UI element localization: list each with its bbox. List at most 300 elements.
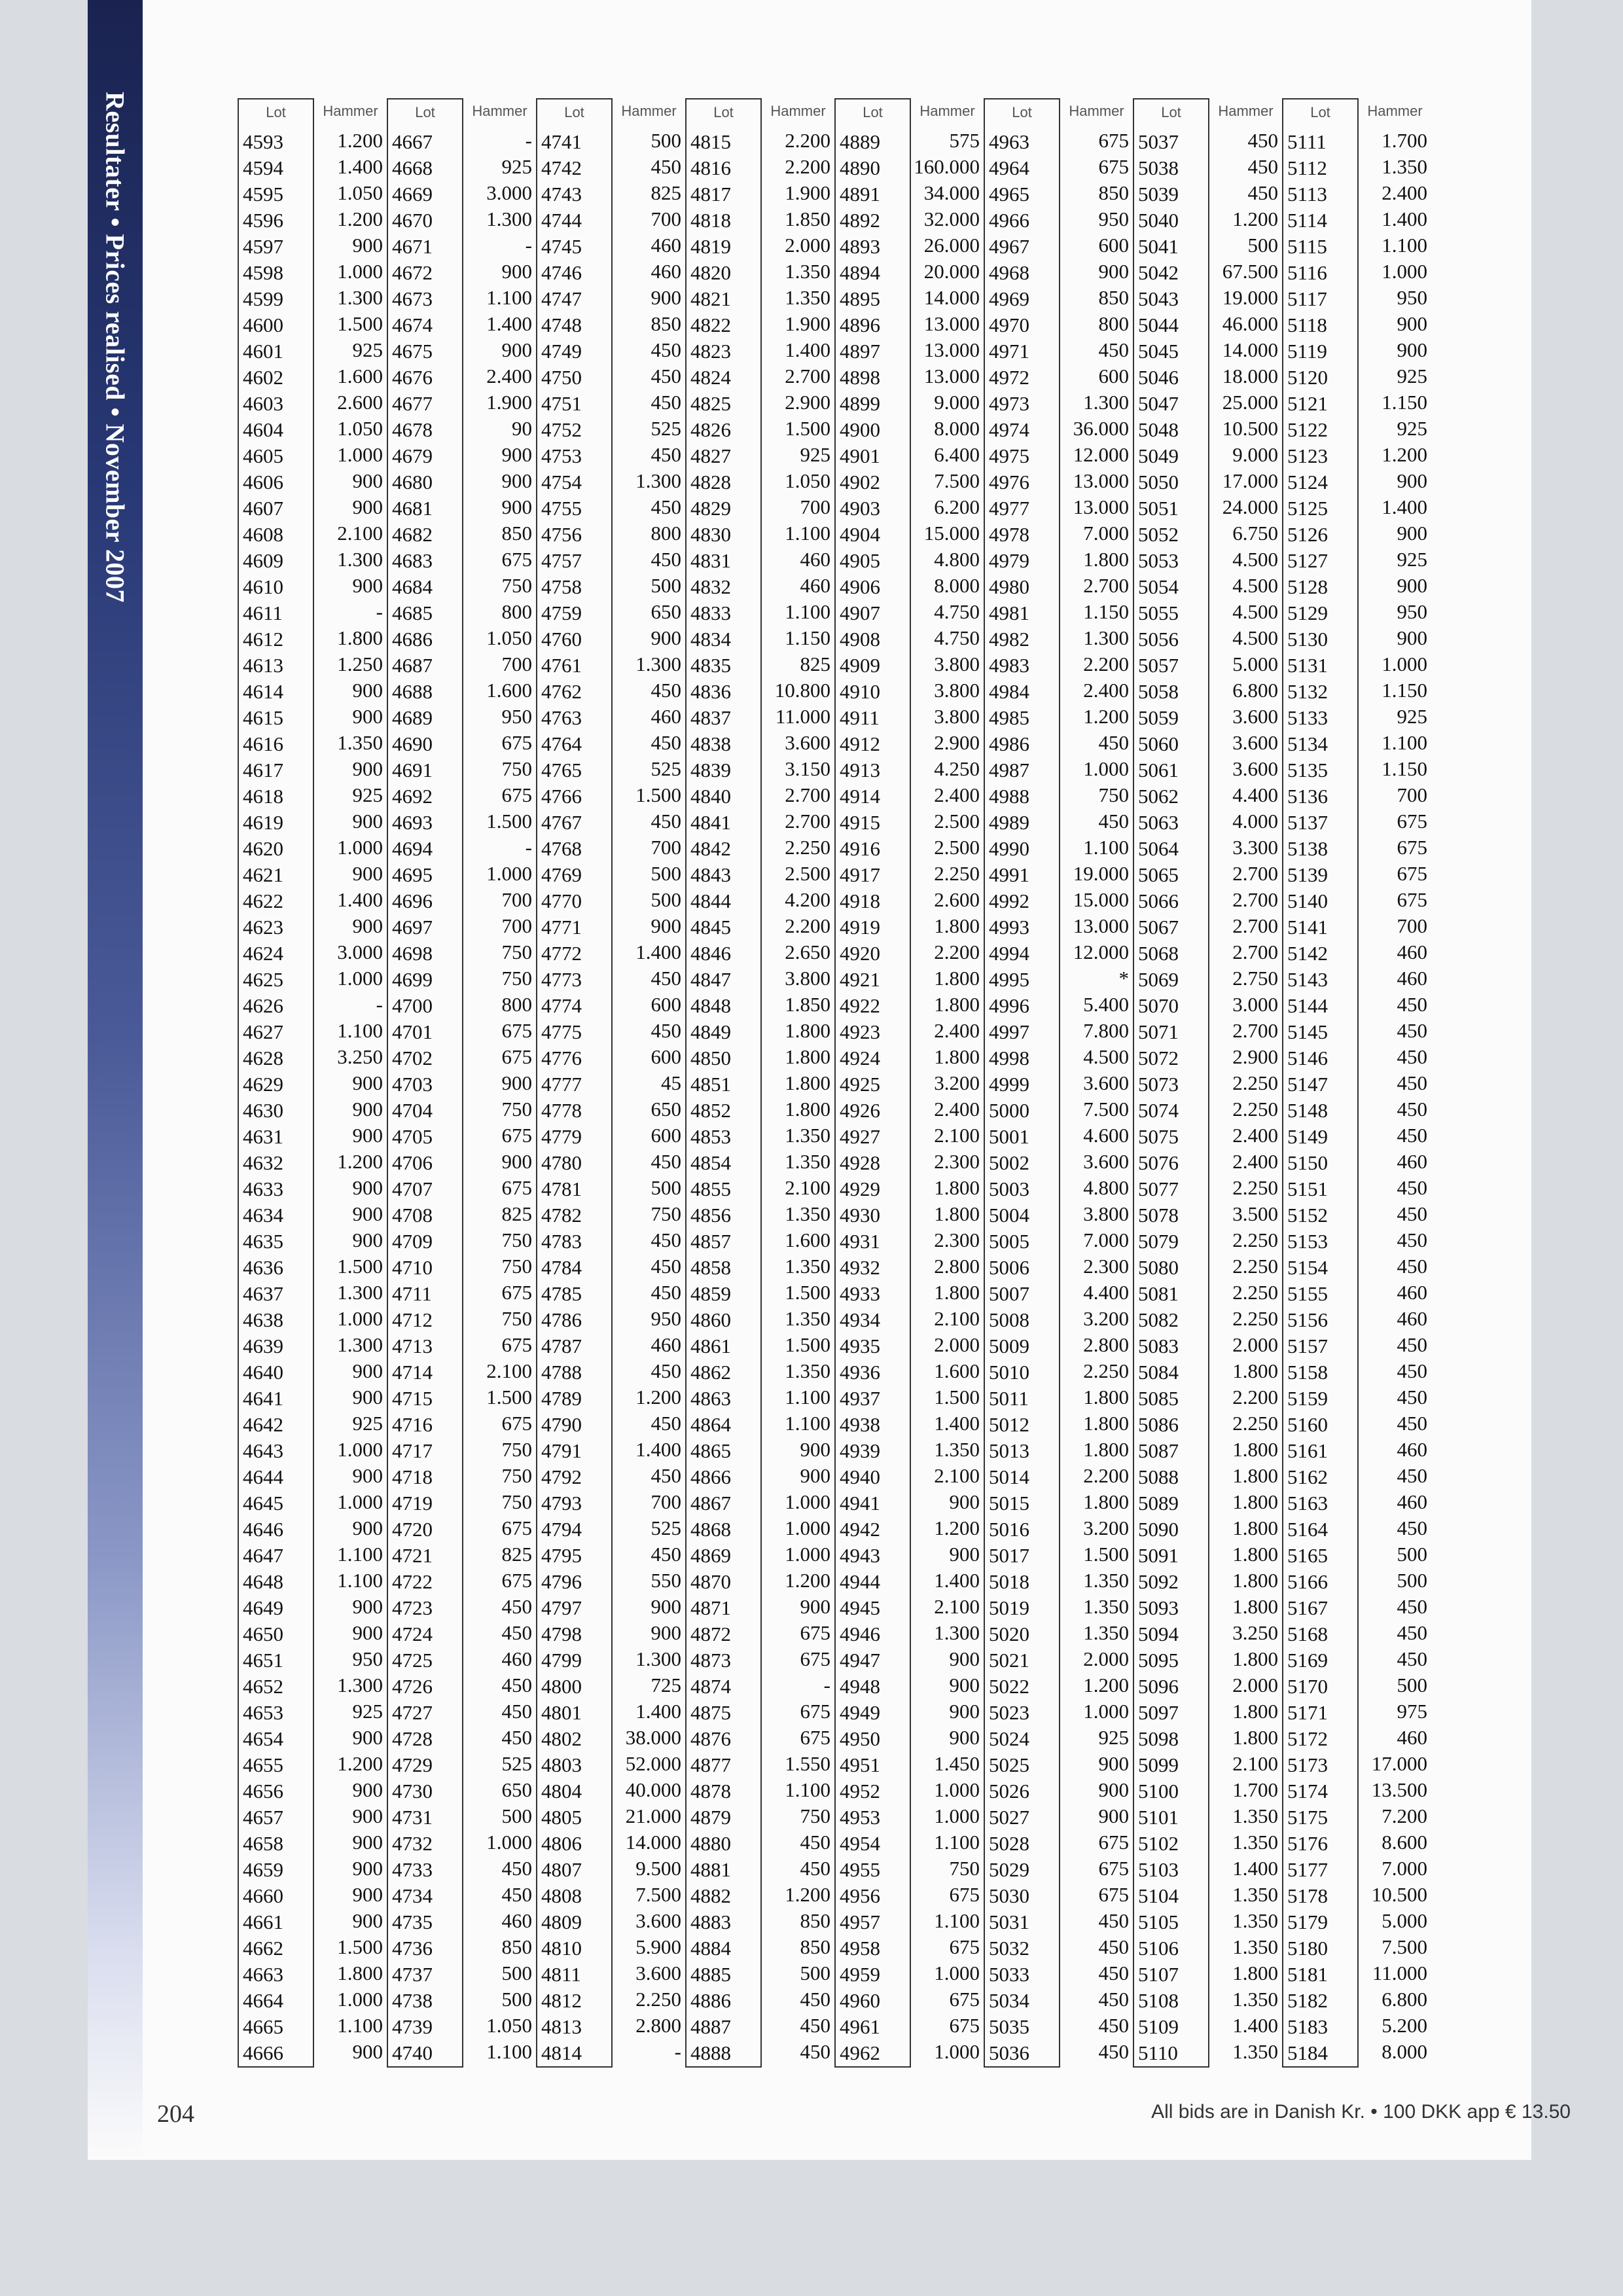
hammer-cell: 1.800	[1083, 1490, 1129, 1513]
hammer-cell: 675	[1098, 1831, 1129, 1854]
hammer-cell: 1.000	[934, 1804, 980, 1827]
lot-cell: 5018	[989, 1570, 1029, 1593]
lot-cell: 4875	[690, 1701, 731, 1724]
hammer-cell: 925	[800, 443, 830, 466]
hammer-cell: 2.400	[934, 1019, 980, 1042]
hammer-cell: 1.400	[934, 1569, 980, 1592]
hammer-cell: 1.800	[1232, 1359, 1278, 1382]
lot-column	[685, 98, 762, 2068]
lot-cell: 4919	[840, 916, 880, 939]
hammer-cell: 675	[501, 731, 532, 754]
lot-cell: 4887	[690, 2015, 731, 2038]
lot-cell: 4910	[840, 680, 880, 703]
lot-cell: 4992	[989, 889, 1029, 912]
hammer-cell: 450	[651, 443, 681, 466]
lot-cell: 4969	[989, 287, 1029, 310]
lot-cell: 5179	[1287, 1910, 1328, 1933]
lot-cell: 5143	[1287, 968, 1328, 991]
hammer-cell: 2.100	[337, 522, 383, 545]
hammer-cell: 1.100	[785, 522, 830, 545]
hammer-cell: 500	[651, 862, 681, 885]
lot-cell: 5083	[1138, 1335, 1179, 1357]
hammer-cell: 12.000	[1073, 941, 1129, 963]
lot-cell: 5025	[989, 1753, 1029, 1776]
lot-cell: 4821	[690, 287, 731, 310]
hammer-cell: 460	[1397, 1490, 1427, 1513]
hammer-cell: 900	[352, 679, 383, 702]
hammer-cell: 975	[1397, 1700, 1427, 1723]
lot-cell: 4886	[690, 1989, 731, 2012]
lot-cell: 4925	[840, 1073, 880, 1096]
lot-cell: 4791	[541, 1439, 582, 1462]
lot-cell: 5005	[989, 1230, 1029, 1253]
lot-cell: 4849	[690, 1020, 731, 1043]
hammer-cell: 675	[949, 1883, 980, 1906]
hammer-cell: 675	[800, 1647, 830, 1670]
lot-cell: 4950	[840, 1727, 880, 1750]
hammer-cell: 1.500	[486, 810, 532, 833]
hammer-cell: 11.000	[775, 705, 830, 728]
hammer-cell: 675	[501, 1124, 532, 1147]
lot-cell: 4596	[243, 209, 283, 232]
lot-cell: 5136	[1287, 785, 1328, 808]
hammer-cell: 21.000	[625, 1804, 681, 1827]
hammer-cell: 850	[800, 1935, 830, 1958]
hammer-cell: 450	[1397, 1333, 1427, 1356]
hammer-cell: 900	[1397, 469, 1427, 492]
hammer-cell: 1.800	[1232, 1647, 1278, 1670]
lot-cell: 5043	[1138, 287, 1179, 310]
hammer-header: Hammer	[472, 103, 527, 119]
lot-cell: 4614	[243, 680, 283, 703]
lot-cell: 4799	[541, 1649, 582, 1672]
hammer-cell: 2.750	[1232, 967, 1278, 990]
hammer-cell: 900	[352, 1516, 383, 1539]
hammer-cell: 2.000	[1232, 1674, 1278, 1696]
lot-cell: 4990	[989, 837, 1029, 860]
lot-cell: 4753	[541, 444, 582, 467]
lot-cell: 4731	[392, 1806, 433, 1829]
hammer-cell: 525	[651, 417, 681, 440]
lot-cell: 4944	[840, 1570, 880, 1593]
lot-cell: 4621	[243, 863, 283, 886]
lot-cell: 4982	[989, 628, 1029, 651]
hammer-cell: 2.100	[1232, 1752, 1278, 1775]
lot-cell: 4958	[840, 1937, 880, 1960]
hammer-cell: 450	[651, 967, 681, 990]
hammer-cell: 1.800	[1232, 1516, 1278, 1539]
lot-cell: 5166	[1287, 1570, 1328, 1593]
lot-cell: 4854	[690, 1151, 731, 1174]
lot-cell: 4996	[989, 994, 1029, 1017]
hammer-cell: 2.400	[1083, 679, 1129, 702]
lot-cell: 4651	[243, 1649, 283, 1672]
lot-cell: 5160	[1287, 1413, 1328, 1436]
hammer-cell: 1.350	[1382, 155, 1427, 178]
lot-cell: 4692	[392, 785, 433, 808]
lot-cell: 5161	[1287, 1439, 1328, 1462]
hammer-cell: 460	[800, 548, 830, 571]
lot-cell: 4644	[243, 1465, 283, 1488]
hammer-cell: 1.200	[1232, 207, 1278, 230]
lot-cell: 4834	[690, 628, 731, 651]
lot-cell: 4912	[840, 732, 880, 755]
lot-cell: 4659	[243, 1858, 283, 1881]
lot-cell: 5066	[1138, 889, 1179, 912]
lot-cell: 4843	[690, 863, 731, 886]
lot-cell: 4788	[541, 1361, 582, 1384]
hammer-cell: 1.200	[337, 1752, 383, 1775]
lot-cell: 4755	[541, 497, 582, 520]
lot-cell: 4927	[840, 1125, 880, 1148]
lot-cell: 4617	[243, 759, 283, 781]
hammer-column	[314, 98, 387, 2068]
lot-cell: 5067	[1138, 916, 1179, 939]
hammer-cell: 4.750	[934, 600, 980, 623]
lot-cell: 4861	[690, 1335, 731, 1357]
lot-cell: 4942	[840, 1518, 880, 1541]
hammer-cell: 750	[501, 941, 532, 963]
lot-cell: 4740	[392, 2041, 433, 2064]
hammer-cell: 850	[1098, 181, 1129, 204]
lot-cell: 5155	[1287, 1282, 1328, 1305]
hammer-header: Hammer	[621, 103, 677, 119]
hammer-cell: 1.100	[934, 1909, 980, 1932]
hammer-cell: 450	[651, 1019, 681, 1042]
lot-cell: 4997	[989, 1020, 1029, 1043]
lot-cell: 5092	[1138, 1570, 1179, 1593]
hammer-cell: 750	[949, 1857, 980, 1880]
lot-cell: 4979	[989, 549, 1029, 572]
lot-cell: 4601	[243, 340, 283, 363]
hammer-cell: 1.350	[785, 1307, 830, 1330]
lot-cell: 4790	[541, 1413, 582, 1436]
hammer-cell: 3.600	[785, 731, 830, 754]
hammer-cell: 12.000	[1073, 443, 1129, 466]
hammer-cell: 460	[501, 1909, 532, 1932]
hammer-cell: 19.000	[1222, 286, 1278, 309]
hammer-cell: 525	[651, 757, 681, 780]
hammer-cell: 1.300	[635, 1647, 681, 1670]
hammer-cell: 1.700	[1232, 1778, 1278, 1801]
lot-cell: 4826	[690, 418, 731, 441]
lot-cells	[536, 126, 613, 2068]
hammer-cell: 1.800	[1232, 1962, 1278, 1984]
lot-cell: 5119	[1287, 340, 1327, 363]
hammer-cell: 1.800	[1232, 1490, 1278, 1513]
lot-cell: 4752	[541, 418, 582, 441]
lot-cell: 4770	[541, 889, 582, 912]
lot-cell: 4609	[243, 549, 283, 572]
hammer-cell: 900	[1098, 1778, 1129, 1801]
hammer-cell: 2.100	[934, 1307, 980, 1330]
hammer-cell: 675	[501, 548, 532, 571]
hammer-cell: 1.100	[337, 2014, 383, 2037]
hammer-cell: 450	[1397, 1202, 1427, 1225]
hammer-cell: 800	[1098, 312, 1129, 335]
lot-cell: 5007	[989, 1282, 1029, 1305]
lot-cell: 4975	[989, 444, 1029, 467]
lot-cell: 4704	[392, 1099, 433, 1122]
hammer-cell: 450	[501, 1726, 532, 1749]
lot-cell: 4945	[840, 1596, 880, 1619]
hammer-cell: 2.200	[1232, 1386, 1278, 1408]
lot-cell: 4860	[690, 1308, 731, 1331]
lot-cell: 4742	[541, 156, 582, 179]
hammer-cell: 2.800	[934, 1255, 980, 1278]
lot-cell: 4723	[392, 1596, 433, 1619]
lot-cell: 4783	[541, 1230, 582, 1253]
lot-cell: 4675	[392, 340, 433, 363]
lot-cell: 4595	[243, 183, 283, 206]
hammer-cell: 1.000	[934, 1778, 980, 1801]
hammer-cell: 1.300	[1083, 391, 1129, 414]
lot-cell: 4797	[541, 1596, 582, 1619]
lot-cell: 4901	[840, 444, 880, 467]
hammer-cell: 46.000	[1222, 312, 1278, 335]
lot-cell: 5016	[989, 1518, 1029, 1541]
lot-cell: 5103	[1138, 1858, 1179, 1881]
hammer-cell: 450	[651, 338, 681, 361]
lot-cell: 5159	[1287, 1387, 1328, 1410]
hammer-cell: 1.350	[785, 1255, 830, 1278]
lot-cell: 4734	[392, 1884, 433, 1907]
lot-column	[834, 98, 911, 2068]
lot-cell: 4993	[989, 916, 1029, 939]
lot-cell: 5035	[989, 2015, 1029, 2038]
hammer-cell: 13.500	[1371, 1778, 1427, 1801]
lot-cell: 4637	[243, 1282, 283, 1305]
lot-cell: 4859	[690, 1282, 731, 1305]
hammer-cell: 2.400	[1382, 181, 1427, 204]
hammer-cell: 900	[352, 1071, 383, 1094]
hammer-cell: 825	[501, 1202, 532, 1225]
hammer-cell: 67.500	[1222, 260, 1278, 283]
hammer-cell: 1.350	[1232, 1988, 1278, 2011]
lot-cells	[387, 126, 463, 2068]
lot-cell: 5091	[1138, 1544, 1179, 1567]
hammer-cell: 1.300	[934, 1621, 980, 1644]
lot-cell: 4598	[243, 261, 283, 284]
lot-cell: 4823	[690, 340, 731, 363]
lot-cell: 4955	[840, 1858, 880, 1881]
hammer-cell: 900	[352, 1804, 383, 1827]
lot-cell: 5070	[1138, 994, 1179, 1017]
hammer-column	[1359, 98, 1431, 2068]
lot-column	[984, 98, 1060, 2068]
lot-cell: 4653	[243, 1701, 283, 1724]
lot-cell: 4693	[392, 811, 433, 834]
hammer-cell: 5.200	[1382, 2014, 1427, 2037]
lot-cell: 4763	[541, 706, 582, 729]
lot-cell: 5096	[1138, 1675, 1179, 1698]
lot-cell: 4837	[690, 706, 731, 729]
hammer-cell: 450	[1098, 1988, 1129, 2011]
lot-cell: 4608	[243, 523, 283, 546]
hammer-cell: 925	[352, 1412, 383, 1435]
lot-cell: 5021	[989, 1649, 1029, 1672]
lot-cell: 4662	[243, 1937, 283, 1960]
hammer-cell: 1.800	[785, 1098, 830, 1121]
hammer-cell: 13.000	[1073, 469, 1129, 492]
hammer-cell: 500	[501, 1962, 532, 1984]
hammer-cell: 1.800	[785, 1045, 830, 1068]
lot-cell: 4793	[541, 1492, 582, 1515]
lot-header: Lot	[1133, 98, 1209, 126]
hammer-cell: 1.800	[337, 626, 383, 649]
hammer-cell: 8.000	[1382, 2040, 1427, 2063]
hammer-header: Hammer	[323, 103, 378, 119]
lot-column	[1282, 98, 1359, 2068]
hammer-cell: 1.400	[337, 155, 383, 178]
lot-cell: 5029	[989, 1858, 1029, 1881]
hammer-cell: 2.250	[785, 836, 830, 859]
lot-cell: 4678	[392, 418, 433, 441]
hammer-cell: 1.200	[337, 207, 383, 230]
hammer-cell: 450	[1397, 1516, 1427, 1539]
lot-cell: 4646	[243, 1518, 283, 1541]
hammer-cell: 500	[1397, 1569, 1427, 1592]
hammer-cell: 1.000	[486, 862, 532, 885]
hammer-cell: 2.000	[934, 1333, 980, 1356]
lot-cell: 4899	[840, 392, 880, 415]
hammer-cell: 950	[1098, 207, 1129, 230]
lot-cell: 4761	[541, 654, 582, 677]
hammer-cell: 1.350	[785, 286, 830, 309]
lot-cell: 4686	[392, 628, 433, 651]
lot-cell: 4655	[243, 1753, 283, 1776]
lot-cell: 4776	[541, 1047, 582, 1069]
lot-cell: 5127	[1287, 549, 1328, 572]
hammer-cell: 700	[501, 653, 532, 675]
lot-cell: 4668	[392, 156, 433, 179]
hammer-cell: 2.250	[1232, 1229, 1278, 1251]
hammer-cell: 2.700	[785, 810, 830, 833]
lot-cell: 4974	[989, 418, 1029, 441]
lot-cell: 5132	[1287, 680, 1328, 703]
lot-cell: 4994	[989, 942, 1029, 965]
lot-cell: 5130	[1287, 628, 1328, 651]
hammer-cell: 1.100	[337, 1019, 383, 1042]
hammer-cell: 675	[501, 1045, 532, 1068]
hammer-cell: 1.400	[635, 941, 681, 963]
hammer-cell: 2.300	[934, 1229, 980, 1251]
lot-cell: 4798	[541, 1623, 582, 1645]
lot-cell: 4710	[392, 1256, 433, 1279]
lot-cell: 4759	[541, 601, 582, 624]
lot-cell: 4885	[690, 1963, 731, 1986]
hammer-cell: 450	[1397, 1621, 1427, 1644]
lot-cell: 4984	[989, 680, 1029, 703]
hammer-cell: 450	[651, 1359, 681, 1382]
lot-cell: 4722	[392, 1570, 433, 1593]
hammer-cell: 3.800	[785, 967, 830, 990]
lot-cell: 5076	[1138, 1151, 1179, 1174]
hammer-cell: 2.400	[934, 1098, 980, 1121]
hammer-cell: 1.400	[934, 1412, 980, 1435]
hammer-cell: 460	[651, 705, 681, 728]
lot-cell: 5170	[1287, 1675, 1328, 1698]
hammer-cell: 1.150	[1083, 600, 1129, 623]
hammer-cell: 450	[1397, 1464, 1427, 1487]
hammer-cell: 1.350	[785, 1124, 830, 1147]
lot-cell: 4880	[690, 1832, 731, 1855]
hammer-cells	[762, 124, 834, 2065]
lot-cell: 4892	[840, 209, 880, 232]
hammer-cells	[1209, 124, 1282, 2065]
lot-cell: 4728	[392, 1727, 433, 1750]
hammer-cell: 700	[651, 1490, 681, 1513]
lot-cell: 4828	[690, 471, 731, 493]
lot-header: Lot	[834, 98, 911, 126]
hammer-cell: 3.000	[486, 181, 532, 204]
hammer-cell: 1.100	[785, 600, 830, 623]
hammer-cell: 3.250	[337, 1045, 383, 1068]
hammer-cell: 1.300	[486, 207, 532, 230]
lot-cell: 4970	[989, 314, 1029, 336]
lot-cell: 5074	[1138, 1099, 1179, 1122]
hammer-cell: 1.300	[337, 1281, 383, 1304]
hammer-cell: 2.700	[1232, 862, 1278, 885]
lot-cell: 4730	[392, 1780, 433, 1803]
hammer-cell: 1.300	[635, 469, 681, 492]
hammer-cell: 1.900	[785, 181, 830, 204]
lot-cell: 4629	[243, 1073, 283, 1096]
hammer-cell: 850	[501, 1935, 532, 1958]
lot-cell: 5009	[989, 1335, 1029, 1357]
hammer-cell: 2.250	[1232, 1281, 1278, 1304]
hammer-cell: 1.350	[785, 1150, 830, 1173]
lot-cell: 4703	[392, 1073, 433, 1096]
lot-cell: 4671	[392, 235, 433, 258]
hammer-cell: 1.350	[1083, 1595, 1129, 1618]
hammer-cell: 7.000	[1083, 1229, 1129, 1251]
hammer-cell: 900	[352, 862, 383, 885]
hammer-cell: 2.400	[486, 365, 532, 387]
lot-cell: 4972	[989, 366, 1029, 389]
hammer-cell: 1.050	[486, 626, 532, 649]
lot-cell: 4850	[690, 1047, 731, 1069]
hammer-cell: 460	[1397, 941, 1427, 963]
lot-cell: 5047	[1138, 392, 1179, 415]
hammer-cell: 850	[800, 1909, 830, 1932]
lot-cell: 4661	[243, 1910, 283, 1933]
lot-cell: 4642	[243, 1413, 283, 1436]
lot-cell: 5113	[1287, 183, 1327, 206]
hammer-cell: 450	[651, 1281, 681, 1304]
hammer-cell: 1.800	[785, 1019, 830, 1042]
hammer-cell: 2.700	[1232, 888, 1278, 911]
lot-cells	[834, 126, 911, 2068]
lot-cell: 5104	[1138, 1884, 1179, 1907]
lot-cell: 4960	[840, 1989, 880, 2012]
lot-cell: 4615	[243, 706, 283, 729]
lot-cell: 4751	[541, 392, 582, 415]
lot-cell: 4613	[243, 654, 283, 677]
lot-cell: 5154	[1287, 1256, 1328, 1279]
lot-cell: 4803	[541, 1753, 582, 1776]
hammer-cell: 750	[501, 1229, 532, 1251]
hammer-cell: 6.800	[1382, 1988, 1427, 2011]
hammer-cell: 1.150	[785, 626, 830, 649]
hammer-cell: 1.200	[785, 1569, 830, 1592]
lot-cell: 4900	[840, 418, 880, 441]
hammer-cell: 1.000	[1382, 260, 1427, 283]
lot-cell: 5064	[1138, 837, 1179, 860]
hammer-cell: 1.350	[785, 1359, 830, 1382]
lot-cell: 4749	[541, 340, 582, 363]
lot-cell: 4716	[392, 1413, 433, 1436]
